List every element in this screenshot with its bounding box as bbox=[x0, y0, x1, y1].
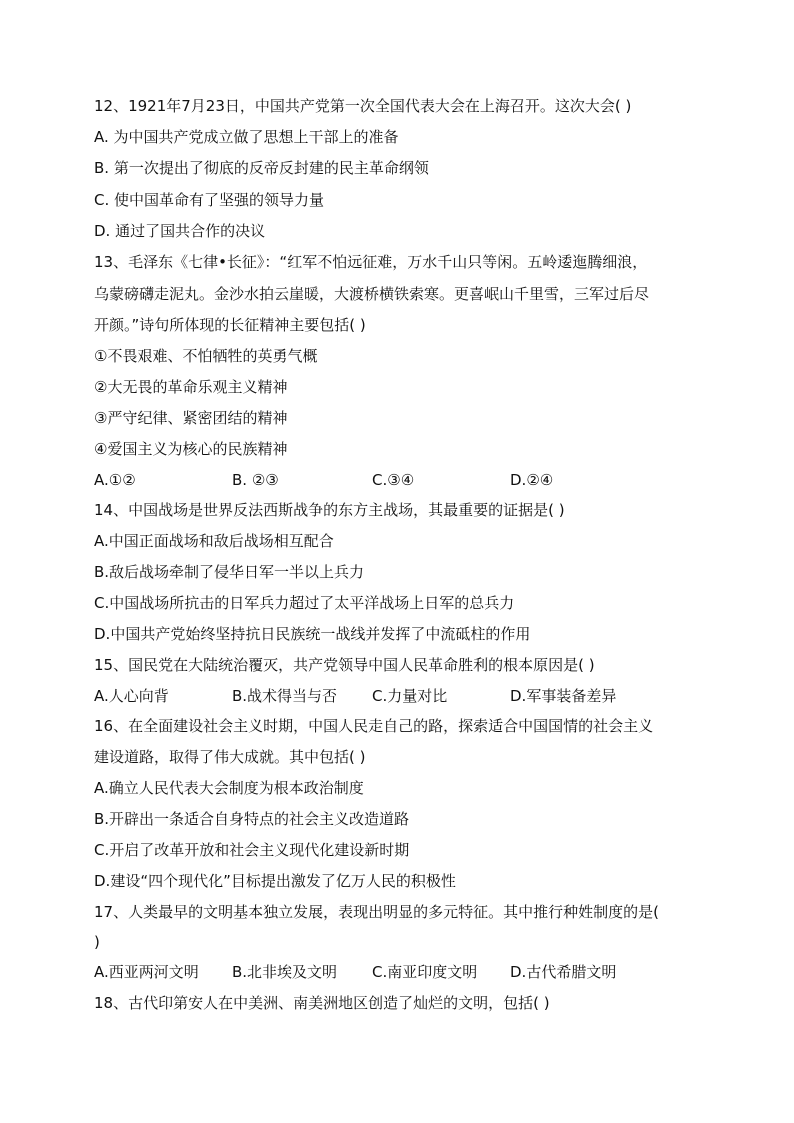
q13-option-c: C.③④ bbox=[372, 471, 415, 489]
q12-option-b: B. 第一次提出了彻底的反帝反封建的民主革命纲领 bbox=[94, 159, 429, 177]
q15-stem-line-1: 15、国民党在大陆统治覆灭，共产党领导中国人民革命胜利的根本原因是( ) bbox=[94, 656, 595, 674]
q14-option-d: D.中国共产党始终坚持抗日民族统一战线并发挥了中流砥柱的作用 bbox=[94, 625, 531, 643]
q13-item-3: ③严守纪律、紧密团结的精神 bbox=[94, 409, 288, 427]
q13-stem-line-2: 乌蒙磅礴走泥丸。金沙水拍云崖暖，大渡桥横铁索寒。更喜岷山千里雪，三军过后尽 bbox=[94, 285, 650, 303]
q16-option-b: B.开辟出一条适合自身特点的社会主义改造道路 bbox=[94, 810, 410, 828]
q15-option-c: C.力量对比 bbox=[372, 687, 448, 705]
q16-stem-line-2: 建设道路，取得了伟大成就。其中包括( ) bbox=[94, 748, 366, 766]
q14-stem-line-1: 14、中国战场是世界反法西斯战争的东方主战场，其最重要的证据是( ) bbox=[94, 501, 565, 519]
q17-option-d: D.古代希腊文明 bbox=[510, 963, 617, 981]
q16-stem-line-1: 16、在全面建设社会主义时期，中国人民走自己的路，探索适合中国国情的社会主义 bbox=[94, 717, 654, 735]
q13-item-2: ②大无畏的革命乐观主义精神 bbox=[94, 378, 288, 396]
q15-option-b: B.战术得当与否 bbox=[232, 687, 338, 705]
q12-stem-line-1: 12、1921年7月23日，中国共产党第一次全国代表大会在上海召开。这次大会( ) bbox=[94, 97, 632, 115]
q16-option-d: D.建设“四个现代化”目标提出激发了亿万人民的积极性 bbox=[94, 872, 456, 890]
q12-option-d: D. 通过了国共合作的决议 bbox=[94, 222, 266, 240]
q13-option-a: A.①② bbox=[94, 471, 136, 489]
q13-option-b: B. ②③ bbox=[232, 471, 279, 489]
q13-option-d: D.②④ bbox=[510, 471, 554, 489]
q13-item-1: ①不畏艰难、不怕牺牲的英勇气概 bbox=[94, 347, 318, 365]
q14-option-c: C.中国战场所抗击的日军兵力超过了太平洋战场上日军的总兵力 bbox=[94, 594, 515, 612]
q14-option-a: A.中国正面战场和敌后战场相互配合 bbox=[94, 532, 334, 550]
q14-option-b: B.敌后战场牵制了侵华日军一半以上兵力 bbox=[94, 563, 365, 581]
q13-stem-line-1: 13、毛泽东《七律•长征》：“红军不怕远征难，万水千山只等闲。五岭逶迤腾细浪， bbox=[94, 253, 648, 271]
q13-item-4: ④爱国主义为核心的民族精神 bbox=[94, 440, 288, 458]
q16-option-c: C.开启了改革开放和社会主义现代化建设新时期 bbox=[94, 841, 410, 859]
q16-option-a: A.确立人民代表大会制度为根本政治制度 bbox=[94, 779, 364, 797]
q12-option-a: A. 为中国共产党成立做了思想上干部上的准备 bbox=[94, 128, 399, 146]
q17-option-c: C.南亚印度文明 bbox=[372, 963, 478, 981]
q12-option-c: C. 使中国革命有了坚强的领导力量 bbox=[94, 191, 325, 209]
q17-option-b: B.北非埃及文明 bbox=[232, 963, 338, 981]
q13-stem-line-3: 开颜。”诗句所体现的长征精神主要包括( ) bbox=[94, 316, 366, 334]
q17-stem-line-1: 17、人类最早的文明基本独立发展，表现出明显的多元特征。其中推行种姓制度的是( bbox=[94, 903, 659, 921]
q15-option-a: A.人心向背 bbox=[94, 687, 169, 705]
q15-option-d: D.军事装备差异 bbox=[510, 687, 617, 705]
q17-stem-line-2: ) bbox=[94, 933, 100, 951]
q17-option-a: A.西亚两河文明 bbox=[94, 963, 199, 981]
q18-stem-line-1: 18、古代印第安人在中美洲、南美洲地区创造了灿烂的文明，包括( ) bbox=[94, 994, 550, 1012]
